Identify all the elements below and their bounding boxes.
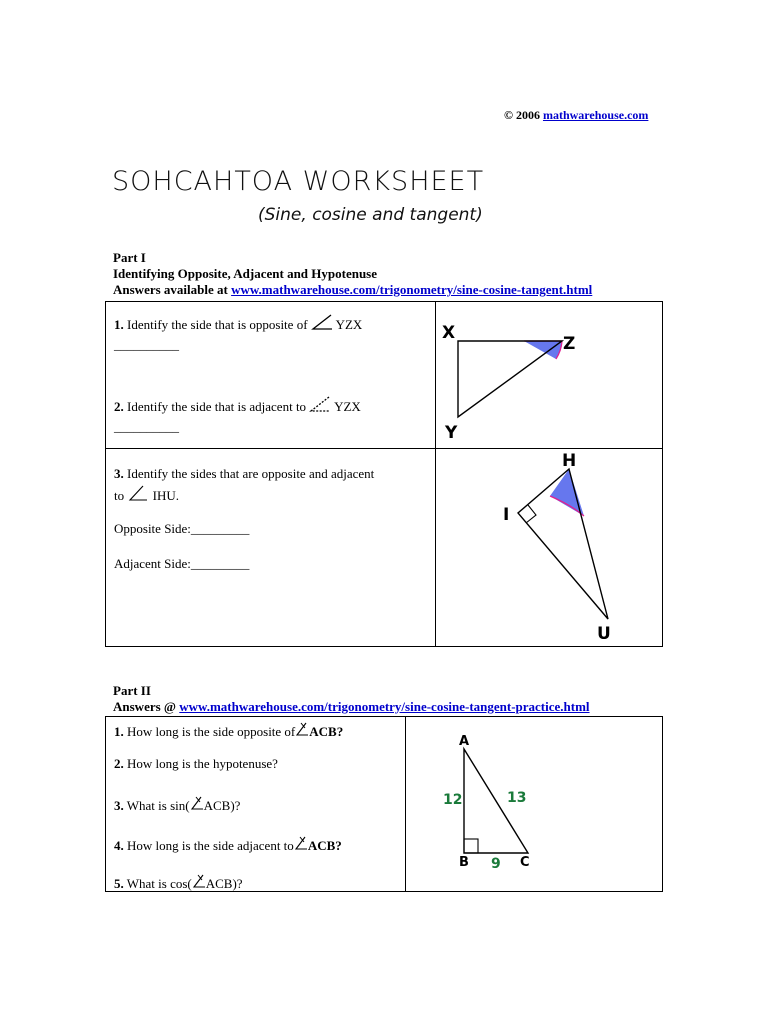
label-x: X bbox=[442, 323, 456, 343]
p2-q4-text: How long is the side adjacent to bbox=[127, 838, 294, 853]
label-a: A bbox=[459, 734, 470, 749]
part2-question-1 bbox=[114, 720, 343, 742]
part1-answers-prefix: Answers available at bbox=[113, 282, 228, 297]
q2-answer-blank[interactable]: __________ bbox=[114, 419, 179, 434]
q2-number: 2. bbox=[114, 399, 124, 414]
part1-figure-cell-1 bbox=[436, 302, 663, 449]
question-1 bbox=[114, 313, 362, 355]
right-angle-marker bbox=[464, 839, 478, 853]
part1-table bbox=[105, 301, 663, 647]
part1-answers-link[interactable]: www.mathwarehouse.com/trigonometry/sine-cosine-tangent.html bbox=[231, 282, 593, 297]
side-ab-length: 12 bbox=[443, 792, 463, 808]
triangle-ihu-figure bbox=[436, 449, 662, 647]
q3-angle: IHU. bbox=[152, 488, 179, 503]
angle-symbol-icon bbox=[309, 395, 331, 413]
q2-angle: YZX bbox=[334, 399, 361, 414]
part2-label: Part II bbox=[113, 683, 151, 698]
label-u: U bbox=[597, 624, 611, 644]
angle-symbol-icon bbox=[127, 484, 149, 502]
part2-heading-block bbox=[113, 683, 590, 715]
triangle-xyz-figure bbox=[436, 302, 662, 449]
part1-label: Part I bbox=[113, 250, 146, 265]
triangle-abc-figure bbox=[406, 717, 662, 892]
q1-answer-blank[interactable]: __________ bbox=[114, 337, 179, 352]
part1-q-cell-1 bbox=[106, 302, 436, 449]
label-i: I bbox=[503, 505, 510, 525]
q3-to: to bbox=[114, 488, 125, 503]
p2-q3-number: 3. bbox=[114, 798, 124, 813]
q1-text: Identify the side that is opposite of bbox=[127, 317, 308, 332]
p2-q3-text: What is sin( bbox=[126, 798, 190, 813]
p2-q2-number: 2. bbox=[114, 756, 124, 771]
right-angle-marker bbox=[526, 505, 536, 523]
label-b: B bbox=[459, 855, 469, 870]
q1-number: 1. bbox=[114, 317, 124, 332]
label-c: C bbox=[520, 855, 530, 870]
q3-text: Identify the sides that are opposite and adjacent bbox=[127, 466, 375, 481]
part1-heading-block bbox=[113, 250, 592, 298]
copyright-line bbox=[504, 108, 648, 123]
question-2 bbox=[114, 395, 361, 437]
q3-number: 3. bbox=[114, 466, 124, 481]
p2-q1-angle: ACB? bbox=[309, 724, 344, 739]
triangle-xyz bbox=[458, 341, 562, 417]
q3-adjacent-line[interactable]: Adjacent Side:_________ bbox=[114, 556, 250, 571]
part2-question-5 bbox=[114, 872, 243, 894]
angle-symbol-icon bbox=[311, 313, 333, 331]
label-y: Y bbox=[445, 423, 458, 443]
q3-opposite-line[interactable]: Opposite Side:_________ bbox=[114, 521, 250, 536]
label-z: Z bbox=[563, 334, 576, 354]
part1-figure-cell-2 bbox=[436, 449, 663, 647]
angle-symbol-icon bbox=[295, 720, 309, 738]
angle-symbol-icon bbox=[192, 872, 206, 890]
side-bc-length: 9 bbox=[491, 856, 501, 872]
p2-q3-angle: ACB)? bbox=[203, 798, 241, 813]
part2-table bbox=[105, 716, 663, 892]
part2-question-3 bbox=[114, 794, 240, 816]
angle-symbol-icon bbox=[294, 834, 308, 852]
part2-answers-link[interactable]: www.mathwarehouse.com/trigonometry/sine-cosine-tangent-practice.html bbox=[179, 699, 590, 714]
part2-q-cell bbox=[106, 717, 406, 892]
part1-answers-line bbox=[113, 282, 592, 298]
side-ac-length: 13 bbox=[507, 790, 527, 806]
part2-question-2 bbox=[114, 754, 278, 774]
question-3 bbox=[114, 464, 374, 506]
angle-z-shade bbox=[524, 341, 562, 359]
part2-figure-cell bbox=[406, 717, 663, 892]
q1-angle: YZX bbox=[335, 317, 363, 332]
label-h: H bbox=[562, 451, 577, 471]
p2-q4-angle: ACB? bbox=[307, 838, 342, 853]
p2-q1-text: How long is the side opposite of bbox=[127, 724, 296, 739]
page-title: SOHCAHTOA WORKSHEET bbox=[112, 166, 485, 197]
page-subtitle: (Sine, cosine and tangent) bbox=[258, 205, 483, 225]
p2-q5-text: What is cos( bbox=[126, 876, 192, 891]
angle-symbol-icon bbox=[190, 794, 204, 812]
part1-heading: Identifying Opposite, Adjacent and Hypotenuse bbox=[113, 266, 378, 281]
q2-text: Identify the side that is adjacent to bbox=[127, 399, 307, 414]
part2-question-4 bbox=[114, 834, 342, 856]
p2-q2-text: How long is the hypotenuse? bbox=[127, 756, 278, 771]
part2-answers-prefix: Answers @ bbox=[113, 699, 177, 714]
p2-q1-number: 1. bbox=[114, 724, 124, 739]
p2-q5-number: 5. bbox=[114, 876, 124, 891]
p2-q4-number: 4. bbox=[114, 838, 124, 853]
site-link[interactable]: mathwarehouse.com bbox=[542, 108, 649, 122]
part2-answers-line bbox=[113, 699, 590, 715]
copyright-text: © 2006 bbox=[504, 108, 540, 122]
part1-q-cell-2 bbox=[106, 449, 436, 647]
p2-q5-angle: ACB)? bbox=[205, 876, 243, 891]
